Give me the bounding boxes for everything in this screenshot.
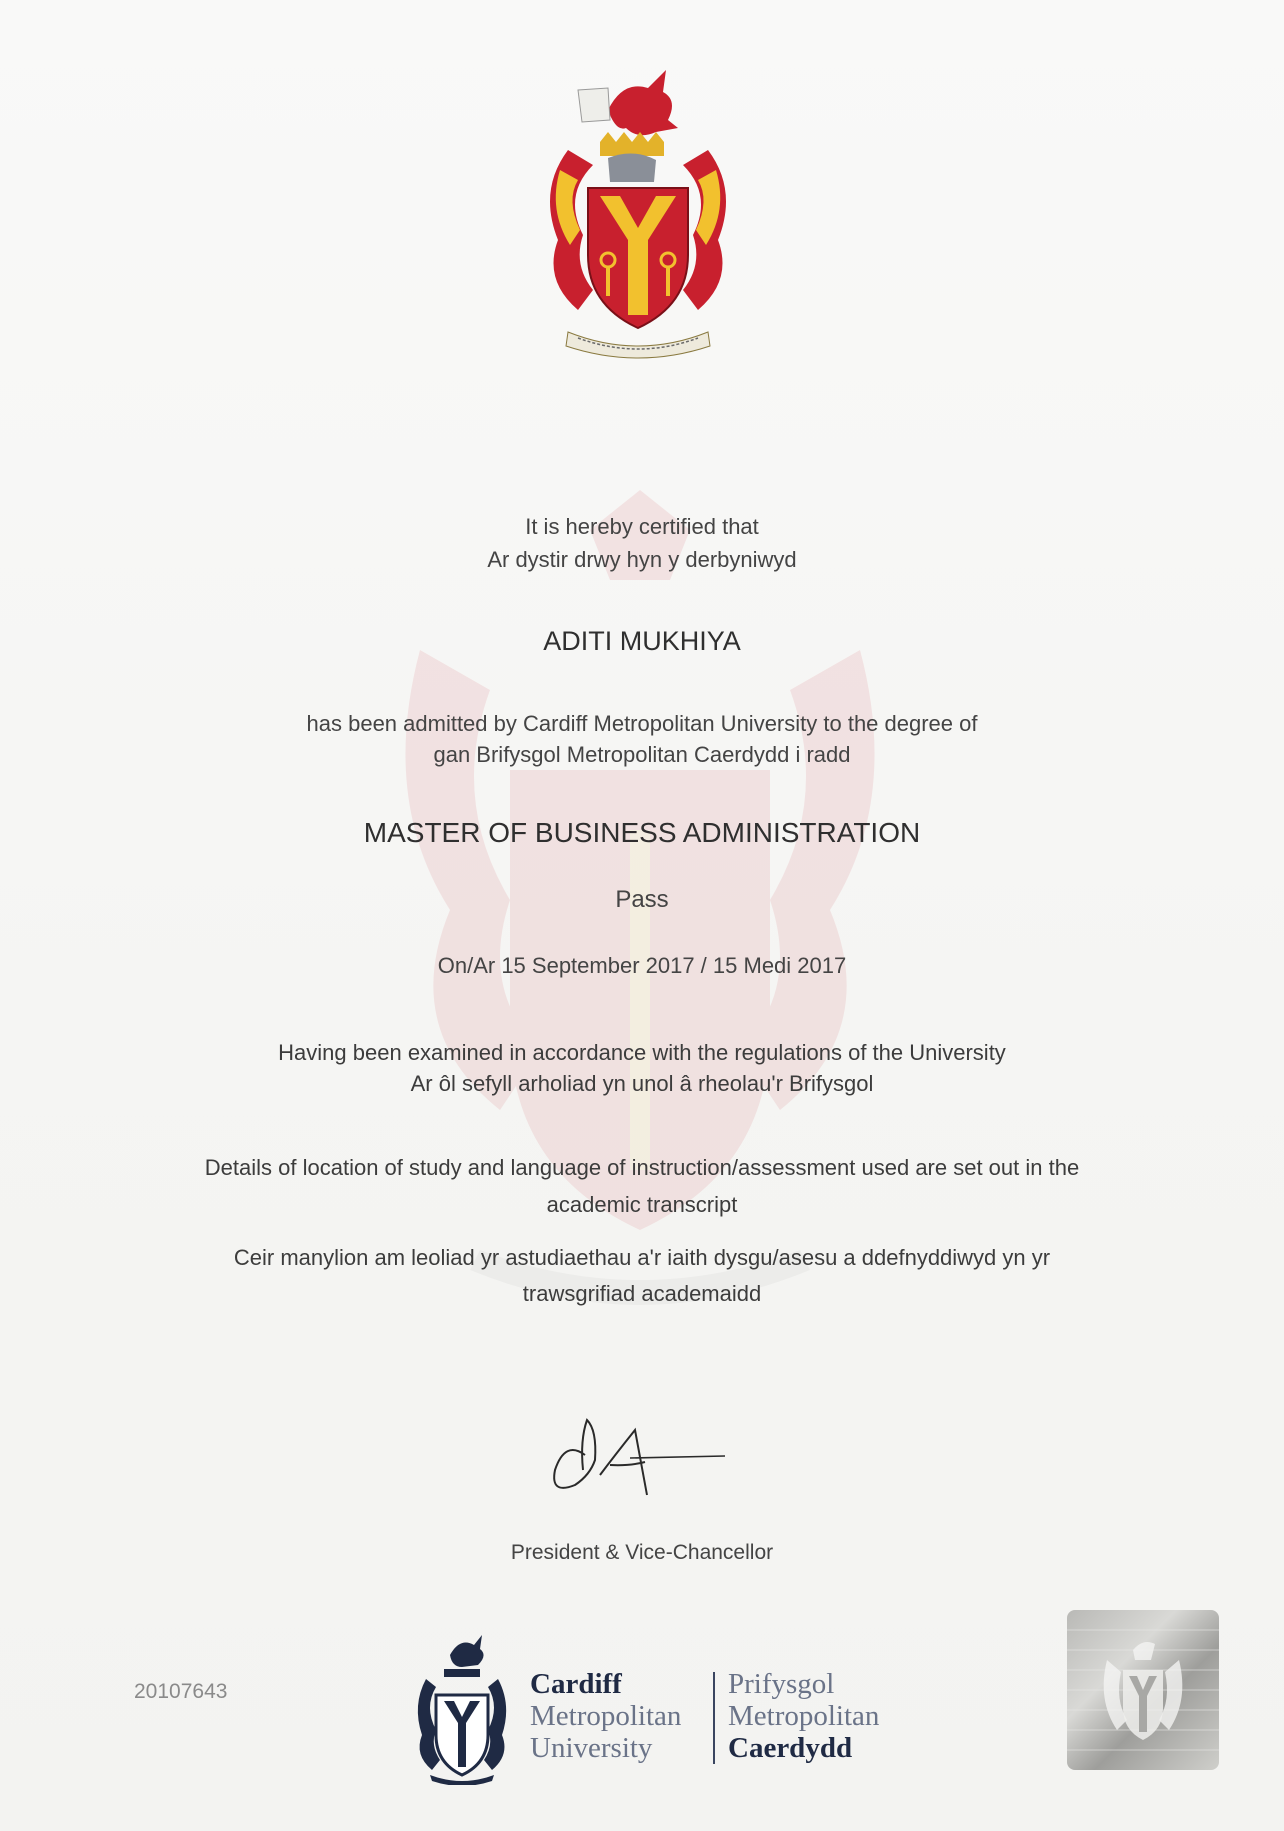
examined-english: Having been examined in accordance with the regulations of the University (278, 1040, 1006, 1065)
brand-english-line1: Cardiff (530, 1668, 622, 1700)
examined-welsh: Ar ôl sefyll arholiad yn unol â rheolau'r Brifysgol (410, 1071, 874, 1096)
intro-welsh: Ar dystir drwy hyn y derbyniwyd (487, 547, 797, 572)
degree-classification: Pass (615, 886, 669, 913)
brand-english-line2: Metropolitan (530, 1700, 682, 1732)
admitted-english: has been admitted by Cardiff Metropolitan University to the degree of (306, 711, 978, 736)
brand-welsh (728, 1668, 879, 1764)
details-welsh-line2: trawsgrifiad academaidd (522, 1281, 762, 1306)
security-hologram (1067, 1610, 1219, 1770)
details-english-line1: Details of location of study and language of instruction/assessment used are set out in the (204, 1155, 1080, 1180)
degree-title: MASTER OF BUSINESS ADMINISTRATION (363, 817, 921, 848)
recipient-name: ADITI MUKHIYA (543, 626, 741, 656)
award-date: On/Ar 15 September 2017 / 15 Medi 2017 (437, 953, 847, 978)
admitted-welsh: gan Brifysgol Metropolitan Caerdydd i radd (433, 742, 851, 767)
brand-welsh-line3: Caerdydd (728, 1732, 853, 1764)
serial-number: 20107643 (134, 1680, 228, 1703)
details-english-line2: academic transcript (546, 1192, 738, 1217)
intro-english: It is hereby certified that (525, 514, 759, 539)
university-crest (538, 70, 738, 360)
brand-welsh-line1: Prifysgol (728, 1668, 835, 1700)
signatory-title: President & Vice-Chancellor (510, 1541, 774, 1564)
brand-divider (713, 1672, 715, 1764)
hologram-crest-icon (1067, 1610, 1219, 1770)
brand-english (530, 1668, 681, 1764)
brand-english-line3: University (530, 1732, 653, 1764)
signature (535, 1400, 745, 1510)
university-logo-icon (412, 1635, 512, 1785)
brand-welsh-line2: Metropolitan (728, 1700, 880, 1732)
details-welsh-line1: Ceir manylion am leoliad yr astudiaethau a'r iaith dysgu/asesu a ddefnyddiwyd yn yr (233, 1245, 1051, 1270)
